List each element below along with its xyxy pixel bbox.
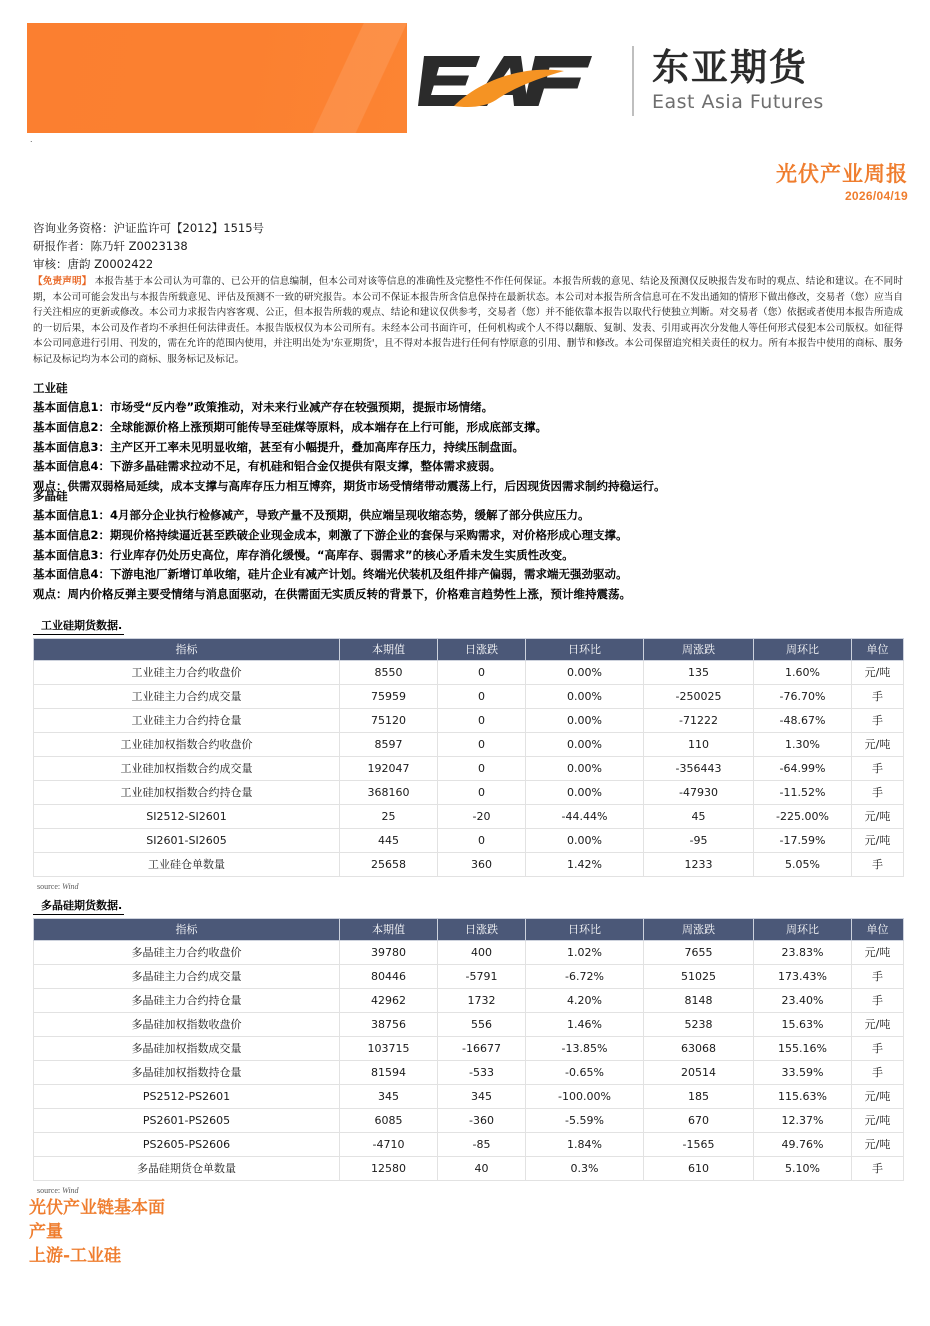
- cell-indicator: 工业硅加权指数合约收盘价: [34, 732, 340, 756]
- section-line: 基本面信息4：下游电池厂新增订单收缩，硅片企业有减产计划。终端光伏装机及组件排产偏弱，需求端无强劲驱动。: [33, 567, 628, 582]
- cell-value: 手: [852, 852, 904, 876]
- cell-value: 40: [438, 1156, 526, 1180]
- disclaimer-tag: 【免责声明】: [33, 276, 92, 287]
- cell-value: 1.02%: [526, 940, 644, 964]
- cell-value: 25658: [340, 852, 438, 876]
- table-source: [33, 882, 903, 891]
- table-row: [34, 684, 904, 708]
- cell-value: 556: [438, 1012, 526, 1036]
- cell-value: -100.00%: [526, 1084, 644, 1108]
- cell-indicator: 多晶硅主力合约收盘价: [34, 940, 340, 964]
- cell-value: 手: [852, 756, 904, 780]
- cell-value: -17.59%: [754, 828, 852, 852]
- disclaimer-text: 本报告基于本公司认为可靠的、已公开的信息编制，但本公司对该等信息的准确性及完整性不作任何保证。本报告所载的意见、结论及预测仅反映报告发布时的观点、结论和建议。在不同时期，本公司可能会发出与本报告所载意见、评估及预测不一致的研究报告。本公司不保证本报告所含信息保持在最新状态。本公司对本报告所含信息可在不发出通知的情形下做出修改，交易者（您）应当自行关注相应的更新或修改。本公司力求报告内容客观、公正，但本报告所载的观点、结论和建议仅供参考，交易者（您）并不能依靠本报告以取代行使独立判断。对交易者（您）依据或者使用本报告所造成的一切后果，本公司及作者均不承担任何法律责任。本报告版权仅为本公司所有。未经本公司书面许可，任何机构或个人不得以翻版、复制、发表、引用或再次分发他人等任何形式侵犯本公司版权。如征得本公司同意进行引用、刊发的，需在允许的范围内使用，并注明出处为'东亚期货'，且不得对本报告进行任何有悖原意的引用、删节和修改。本公司保留追究相关责任的权力。所有本报告中使用的商标、服务标记及标记均为本公司的商标、服务标记及标记。: [33, 276, 903, 365]
- cell-value: 0.00%: [526, 828, 644, 852]
- cell-indicator: PS2512-PS2601: [34, 1084, 340, 1108]
- section-line: 基本面信息3：行业库存仍处历史高位，库存消化缓慢。“高库存、弱需求”的核心矛盾未发生实质性改变。: [33, 547, 574, 562]
- cell-value: 1.60%: [754, 660, 852, 684]
- section-line: 基本面信息1：4月部分企业执行检修减产，导致产量不及预期，供应端呈现收缩态势，缓解了部分供应压力。: [33, 507, 590, 522]
- cell-value: 1.30%: [754, 732, 852, 756]
- brand-name-cn: 东亚期货: [652, 45, 808, 89]
- cell-value: 0.00%: [526, 708, 644, 732]
- table-row: [34, 660, 904, 684]
- cell-indicator: 工业硅加权指数合约持仓量: [34, 780, 340, 804]
- cell-value: -5791: [438, 964, 526, 988]
- report-meta: [33, 220, 264, 273]
- cell-value: 33.59%: [754, 1060, 852, 1084]
- section-line: 基本面信息1：市场受“反内卷”政策推动，对未来行业减产存在较强预期，提振市场情绪。: [33, 399, 494, 414]
- cell-value: 8148: [644, 988, 754, 1012]
- cell-value: 0.3%: [526, 1156, 644, 1180]
- column-header: 周环比: [754, 638, 852, 660]
- cell-value: 345: [438, 1084, 526, 1108]
- cell-value: -1565: [644, 1132, 754, 1156]
- table-row: [34, 828, 904, 852]
- cell-value: 8550: [340, 660, 438, 684]
- cell-value: 80446: [340, 964, 438, 988]
- cell-value: 元/吨: [852, 1012, 904, 1036]
- cell-value: -225.00%: [754, 804, 852, 828]
- table-row: [34, 756, 904, 780]
- cell-value: 元/吨: [852, 1084, 904, 1108]
- cell-value: -64.99%: [754, 756, 852, 780]
- column-header: 日涨跌: [438, 918, 526, 940]
- cell-value: -13.85%: [526, 1036, 644, 1060]
- section-viewpoint: 观点：供需双弱格局延续，成本支撑与高库存压力相互博弈，期货市场受情绪带动震荡上行，后因现货因需求制约持稳运行。: [33, 479, 666, 494]
- cell-value: -44.44%: [526, 804, 644, 828]
- section-polysilicon: [33, 487, 913, 605]
- page-header: [0, 23, 930, 151]
- cell-value: 63068: [644, 1036, 754, 1060]
- cell-value: 173.43%: [754, 964, 852, 988]
- cell-indicator: PS2601-PS2605: [34, 1108, 340, 1132]
- cell-value: 手: [852, 1060, 904, 1084]
- cell-value: 23.40%: [754, 988, 852, 1012]
- cell-value: -356443: [644, 756, 754, 780]
- cell-indicator: 多晶硅主力合约成交量: [34, 964, 340, 988]
- table-row: [34, 732, 904, 756]
- cell-value: 手: [852, 708, 904, 732]
- cell-value: 75959: [340, 684, 438, 708]
- cell-value: 51025: [644, 964, 754, 988]
- heading-pv-chain-fundamentals: 光伏产业链基本面: [29, 1198, 165, 1218]
- cell-value: 185: [644, 1084, 754, 1108]
- cell-value: 0.00%: [526, 732, 644, 756]
- cell-value: 400: [438, 940, 526, 964]
- cell-value: 元/吨: [852, 660, 904, 684]
- cell-value: 670: [644, 1108, 754, 1132]
- cell-value: 元/吨: [852, 940, 904, 964]
- cell-indicator: 工业硅主力合约收盘价: [34, 660, 340, 684]
- table-row: [34, 780, 904, 804]
- cell-indicator: 多晶硅主力合约持仓量: [34, 988, 340, 1012]
- cell-value: 元/吨: [852, 1108, 904, 1132]
- cell-value: 1.46%: [526, 1012, 644, 1036]
- cell-value: 42962: [340, 988, 438, 1012]
- footer-headings: [29, 1196, 165, 1268]
- table-row: [34, 1156, 904, 1180]
- meta-author: 研报作者：陈乃轩 Z0023138: [33, 238, 188, 253]
- cell-value: 192047: [340, 756, 438, 780]
- eaf-logo-icon: [418, 50, 618, 112]
- cell-value: 1.42%: [526, 852, 644, 876]
- column-header: 周涨跌: [644, 638, 754, 660]
- cell-value: 25: [340, 804, 438, 828]
- cell-value: 0: [438, 756, 526, 780]
- polysilicon-futures-table-block: [33, 896, 903, 1195]
- table-caption: 多晶硅期货数据.: [33, 899, 124, 915]
- meta-reviewer: 审核：唐韵 Z0002422: [33, 256, 154, 271]
- orange-banner-block: [27, 23, 407, 133]
- decorative-dot: .: [30, 134, 33, 144]
- logo-divider: [632, 46, 634, 116]
- polysilicon-futures-table: [33, 918, 904, 1181]
- section-line: 基本面信息2：全球能源价格上涨预期可能传导至硅煤等原料，成本端存在上行可能，形成底部支撑。: [33, 419, 547, 434]
- cell-value: 元/吨: [852, 804, 904, 828]
- cell-value: -11.52%: [754, 780, 852, 804]
- table-row: [34, 1084, 904, 1108]
- cell-value: 6085: [340, 1108, 438, 1132]
- cell-value: -71222: [644, 708, 754, 732]
- table-source: [33, 1186, 903, 1195]
- heading-upstream-industrial-silicon: 上游-工业硅: [29, 1246, 122, 1267]
- cell-value: 360: [438, 852, 526, 876]
- cell-value: -85: [438, 1132, 526, 1156]
- table-row: [34, 964, 904, 988]
- column-header: 指标: [34, 638, 340, 660]
- cell-value: 手: [852, 1036, 904, 1060]
- cell-value: 8597: [340, 732, 438, 756]
- cell-value: 38756: [340, 1012, 438, 1036]
- section-title: 工业硅: [33, 381, 68, 395]
- cell-value: 手: [852, 964, 904, 988]
- meta-qualification: 咨询业务资格：沪证监许可【2012】1515号: [33, 221, 265, 235]
- cell-value: 135: [644, 660, 754, 684]
- cell-value: 23.83%: [754, 940, 852, 964]
- cell-value: -360: [438, 1108, 526, 1132]
- cell-value: 0: [438, 708, 526, 732]
- cell-value: 39780: [340, 940, 438, 964]
- cell-value: 7655: [644, 940, 754, 964]
- cell-value: -4710: [340, 1132, 438, 1156]
- cell-value: 12580: [340, 1156, 438, 1180]
- source-value: Wind: [62, 1185, 79, 1195]
- table-row: [34, 1036, 904, 1060]
- column-header: 单位: [852, 638, 904, 660]
- cell-value: 0.00%: [526, 684, 644, 708]
- cell-value: 45: [644, 804, 754, 828]
- cell-value: 手: [852, 684, 904, 708]
- cell-value: 445: [340, 828, 438, 852]
- cell-indicator: SI2601-SI2605: [34, 828, 340, 852]
- cell-value: -0.65%: [526, 1060, 644, 1084]
- cell-value: 手: [852, 780, 904, 804]
- cell-value: 0: [438, 828, 526, 852]
- cell-value: 0: [438, 660, 526, 684]
- cell-value: 0.00%: [526, 660, 644, 684]
- column-header: 日环比: [526, 638, 644, 660]
- company-logo: [418, 35, 824, 127]
- cell-indicator: 多晶硅加权指数收盘价: [34, 1012, 340, 1036]
- cell-value: 115.63%: [754, 1084, 852, 1108]
- cell-value: 0.00%: [526, 780, 644, 804]
- cell-value: -250025: [644, 684, 754, 708]
- cell-value: 元/吨: [852, 828, 904, 852]
- brand-name-en: East Asia Futures: [652, 91, 824, 114]
- cell-value: 0.00%: [526, 756, 644, 780]
- table-row: [34, 1132, 904, 1156]
- report-title-block: [776, 163, 908, 203]
- cell-value: 元/吨: [852, 732, 904, 756]
- cell-value: 1732: [438, 988, 526, 1012]
- column-header: 日环比: [526, 918, 644, 940]
- cell-indicator: 工业硅加权指数合约成交量: [34, 756, 340, 780]
- cell-value: -95: [644, 828, 754, 852]
- cell-indicator: SI2512-SI2601: [34, 804, 340, 828]
- cell-value: 手: [852, 1156, 904, 1180]
- table-header-row: [34, 918, 904, 940]
- table-row: [34, 852, 904, 876]
- cell-value: -6.72%: [526, 964, 644, 988]
- table-body: [34, 940, 904, 1180]
- cell-value: -5.59%: [526, 1108, 644, 1132]
- cell-indicator: 多晶硅期货仓单数量: [34, 1156, 340, 1180]
- cell-value: 1.84%: [526, 1132, 644, 1156]
- cell-value: -533: [438, 1060, 526, 1084]
- table-row: [34, 1108, 904, 1132]
- cell-value: 5238: [644, 1012, 754, 1036]
- cell-value: -48.67%: [754, 708, 852, 732]
- table-row: [34, 708, 904, 732]
- cell-value: -76.70%: [754, 684, 852, 708]
- cell-value: 1233: [644, 852, 754, 876]
- cell-value: 20514: [644, 1060, 754, 1084]
- table-header-row: [34, 638, 904, 660]
- page-title: 光伏产业周报: [776, 162, 908, 186]
- column-header: 本期值: [340, 638, 438, 660]
- section-line: 基本面信息3：主产区开工率未见明显收缩，甚至有小幅提升，叠加高库存压力，持续压制盘面。: [33, 439, 524, 454]
- cell-value: 49.76%: [754, 1132, 852, 1156]
- cell-value: 155.16%: [754, 1036, 852, 1060]
- cell-value: 0: [438, 684, 526, 708]
- cell-value: 4.20%: [526, 988, 644, 1012]
- source-label: source:: [37, 881, 61, 891]
- cell-value: -20: [438, 804, 526, 828]
- cell-value: 15.63%: [754, 1012, 852, 1036]
- cell-value: 5.05%: [754, 852, 852, 876]
- cell-value: 368160: [340, 780, 438, 804]
- cell-value: 81594: [340, 1060, 438, 1084]
- cell-value: 103715: [340, 1036, 438, 1060]
- cell-value: 0: [438, 780, 526, 804]
- cell-value: 12.37%: [754, 1108, 852, 1132]
- section-title: 多晶硅: [33, 489, 68, 503]
- cell-value: 610: [644, 1156, 754, 1180]
- section-industrial-silicon: [33, 379, 913, 497]
- cell-value: -47930: [644, 780, 754, 804]
- table-body: [34, 660, 904, 876]
- source-value: Wind: [62, 881, 79, 891]
- cell-value: 345: [340, 1084, 438, 1108]
- cell-value: 75120: [340, 708, 438, 732]
- column-header: 日涨跌: [438, 638, 526, 660]
- table-row: [34, 988, 904, 1012]
- section-viewpoint: 观点：周内价格反弹主要受情绪与消息面驱动，在供需面无实质反转的背景下，价格难言趋势性上涨，预计维持震荡。: [33, 587, 631, 602]
- cell-indicator: 多晶硅加权指数成交量: [34, 1036, 340, 1060]
- industrial-silicon-futures-table-block: [33, 616, 903, 891]
- cell-value: 5.10%: [754, 1156, 852, 1180]
- cell-value: -16677: [438, 1036, 526, 1060]
- heading-output: 产量: [29, 1222, 63, 1243]
- table-row: [34, 804, 904, 828]
- cell-value: 0: [438, 732, 526, 756]
- table-caption: 工业硅期货数据.: [33, 619, 124, 635]
- cell-indicator: PS2605-PS2606: [34, 1132, 340, 1156]
- disclaimer: [33, 274, 903, 367]
- section-line: 基本面信息2：期现价格持续逼近甚至跌破企业现金成本，刺激了下游企业的套保与采购需求，对价格形成心理支撑。: [33, 527, 628, 542]
- table-row: [34, 940, 904, 964]
- column-header: 本期值: [340, 918, 438, 940]
- industrial-silicon-futures-table: [33, 638, 904, 877]
- cell-indicator: 工业硅主力合约持仓量: [34, 708, 340, 732]
- cell-indicator: 工业硅仓单数量: [34, 852, 340, 876]
- table-row: [34, 1060, 904, 1084]
- column-header: 周涨跌: [644, 918, 754, 940]
- table-row: [34, 1012, 904, 1036]
- report-date: 2026/04/19: [844, 189, 908, 204]
- cell-value: 110: [644, 732, 754, 756]
- cell-indicator: 工业硅主力合约成交量: [34, 684, 340, 708]
- column-header: 指标: [34, 918, 340, 940]
- source-label: source:: [37, 1185, 61, 1195]
- section-line: 基本面信息4：下游多晶硅需求拉动不足，有机硅和铝合金仅提供有限支撑，整体需求疲弱。: [33, 459, 501, 474]
- report-page: [0, 23, 930, 1326]
- column-header: 周环比: [754, 918, 852, 940]
- cell-value: 手: [852, 988, 904, 1012]
- column-header: 单位: [852, 918, 904, 940]
- cell-value: 元/吨: [852, 1132, 904, 1156]
- cell-indicator: 多晶硅加权指数持仓量: [34, 1060, 340, 1084]
